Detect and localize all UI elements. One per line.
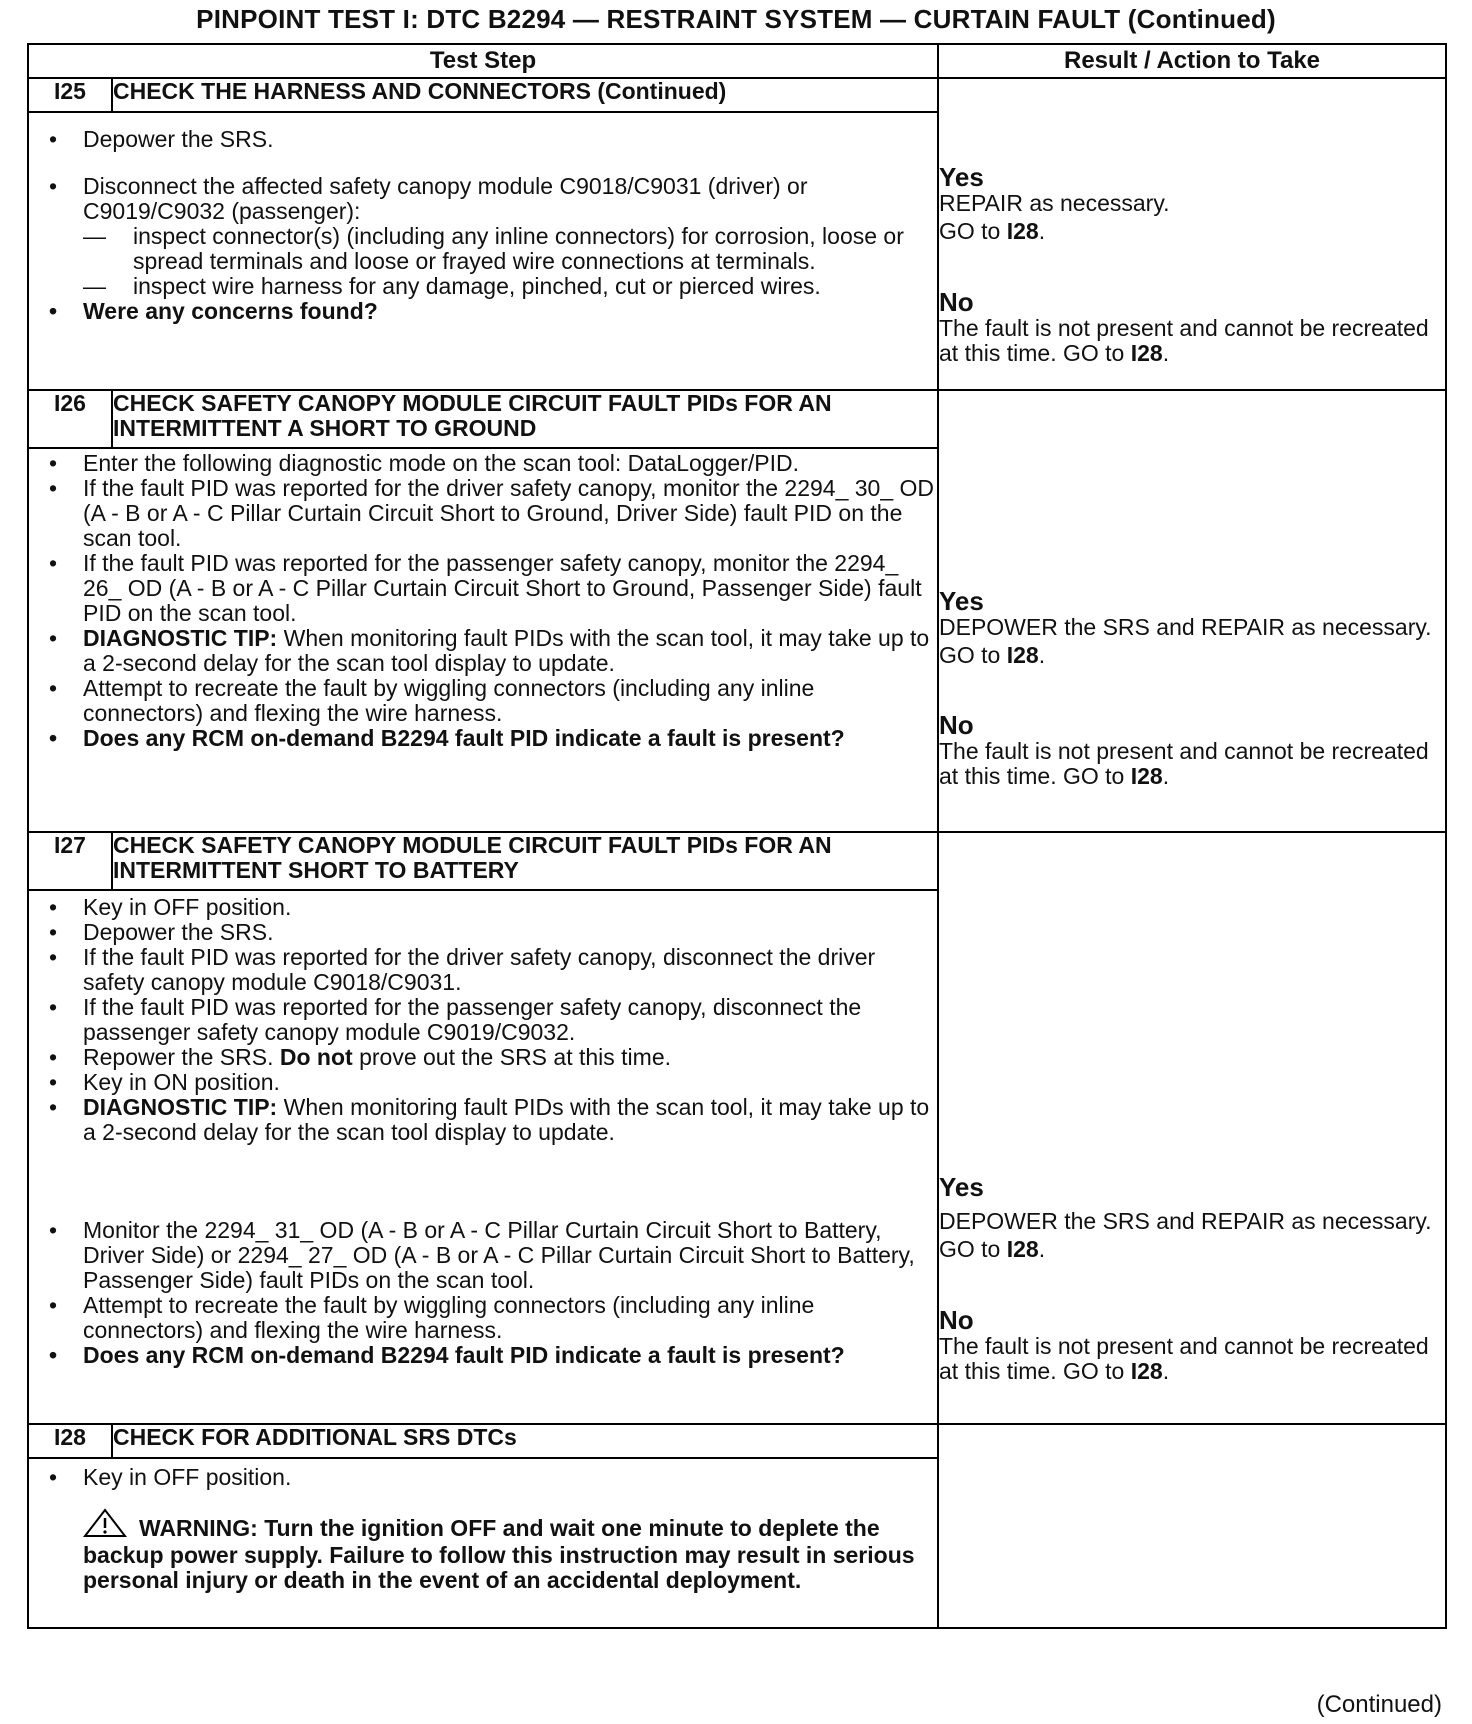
list-item: • Monitor the 2294_ 31_ OD (A - B or A - C Pillar Curtain Circuit Short to Battery, Driver Side) or 2294_ 27_ OD (A - B or A - C Pillar Curtain Circuit Short to Battery, Passenger Side) fault PIDs on the scan tool. <box>47 1218 937 1293</box>
step-i28-header-row <box>28 1424 1446 1458</box>
no-action: The fault is not present and cannot be recreated at this time. GO to I28. <box>939 738 1429 789</box>
no-action: The fault is not present and cannot be recreated at this time. GO to I28. <box>939 1333 1429 1384</box>
yes-label: Yes <box>939 1172 984 1202</box>
warning-text: WARNING: Turn the ignition OFF and wait one minute to deplete the backup power supply. Failure to follow this instruction may result in serious personal injury or death in the event of an accidental deployment. <box>83 1515 915 1593</box>
step-heading: CHECK SAFETY CANOPY MODULE CIRCUIT FAULT PIDs FOR AN INTERMITTENT SHORT TO BATTERY <box>112 832 938 890</box>
step-i25-header-row <box>28 78 1446 112</box>
no-label: No <box>939 1305 974 1335</box>
list-item: • Attempt to recreate the fault by wiggling connectors (including any inline connectors) and flexing the wire harness. <box>47 1293 937 1343</box>
yes-goto: GO to I28. <box>939 1236 1046 1262</box>
list-item: • Disconnect the affected safety canopy module C9018/C9031 (driver) or C9019/C9032 (passenger): — inspect connector(s) (including any inline connectors) for corrosion, loose or spread terminals and loose or frayed wire connections at terminals. — inspect wire harness for any damage, pinched, cut or pierced wires. <box>47 174 937 299</box>
list-item: • Key in OFF position. <box>47 1465 937 1490</box>
column-header-result: Result / Action to Take <box>938 44 1446 78</box>
step-i27-header-row <box>28 832 1446 890</box>
step-i26-header-row <box>28 390 1446 448</box>
table-header-row <box>28 44 1446 78</box>
list-item: • Key in OFF position. <box>47 895 937 920</box>
step-i27-result <box>938 832 1446 1424</box>
list-item: • If the fault PID was reported for the driver safety canopy, monitor the 2294_ 30_ OD (A - B or A - C Pillar Curtain Circuit Short to Ground, Driver Side) fault PID on the scan tool. <box>47 476 937 551</box>
pinpoint-test-table <box>27 43 1447 1629</box>
list-item: • DIAGNOSTIC TIP: When monitoring fault PIDs with the scan tool, it may take up to a 2-second delay for the scan tool display to update. <box>47 1095 937 1145</box>
step-i27-body <box>28 890 938 1424</box>
yes-goto: GO to I28. <box>939 642 1046 668</box>
continued-note: (Continued) <box>1316 1691 1442 1718</box>
warning-block <box>83 1508 937 1593</box>
step-heading: CHECK THE HARNESS AND CONNECTORS (Continued) <box>112 78 938 112</box>
list-item: • Attempt to recreate the fault by wiggling connectors (including any inline connectors) and flexing the wire harness. <box>47 676 937 726</box>
list-item: • Repower the SRS. Do not prove out the SRS at this time. <box>47 1045 937 1070</box>
page-title: PINPOINT TEST I: DTC B2294 — RESTRAINT SYSTEM — CURTAIN FAULT (Continued) <box>196 4 1276 34</box>
no-action: The fault is not present and cannot be recreated at this time. GO to I28. <box>939 315 1429 366</box>
step-i26-result <box>938 390 1446 832</box>
list-item-question: • Were any concerns found? <box>47 299 937 324</box>
step-number: I28 <box>28 1424 112 1458</box>
step-i26-body <box>28 448 938 832</box>
step-i28-result <box>938 1424 1446 1628</box>
step-number: I26 <box>28 390 112 448</box>
yes-action: DEPOWER the SRS and REPAIR as necessary. <box>939 614 1432 640</box>
sub-item: — inspect connector(s) (including any inline connectors) for corrosion, loose or spread terminals and loose or frayed wire connections at terminals. <box>83 224 937 274</box>
list-item: • Depower the SRS. <box>47 127 937 152</box>
sub-item: — inspect wire harness for any damage, pinched, cut or pierced wires. <box>83 274 937 299</box>
list-item: • Enter the following diagnostic mode on the scan tool: DataLogger/PID. <box>47 451 937 476</box>
list-item: • If the fault PID was reported for the driver safety canopy, disconnect the driver safety canopy module C9018/C9031. <box>47 945 937 995</box>
step-i28-body <box>28 1458 938 1628</box>
step-number: I27 <box>28 832 112 890</box>
list-item: • Key in ON position. <box>47 1070 937 1095</box>
list-item: • DIAGNOSTIC TIP: When monitoring fault PIDs with the scan tool, it may take up to a 2-second delay for the scan tool display to update. <box>47 626 937 676</box>
yes-action: REPAIR as necessary. <box>939 190 1170 216</box>
warning-triangle-icon <box>83 1508 127 1543</box>
yes-label: Yes <box>939 586 984 616</box>
step-heading: CHECK SAFETY CANOPY MODULE CIRCUIT FAULT PIDs FOR AN INTERMITTENT A SHORT TO GROUND <box>112 390 938 448</box>
column-header-test-step: Test Step <box>28 44 938 78</box>
list-item: • Depower the SRS. <box>47 920 937 945</box>
step-i25-body <box>28 112 938 390</box>
step-heading: CHECK FOR ADDITIONAL SRS DTCs <box>112 1424 938 1458</box>
list-item-question: • Does any RCM on-demand B2294 fault PID indicate a fault is present? <box>47 726 937 751</box>
step-number: I25 <box>28 78 112 112</box>
no-label: No <box>939 710 974 740</box>
yes-label: Yes <box>939 162 984 192</box>
list-item: • If the fault PID was reported for the passenger safety canopy, disconnect the passenger safety canopy module C9019/C9032. <box>47 995 937 1045</box>
yes-goto: GO to I28. <box>939 218 1046 244</box>
no-label: No <box>939 287 974 317</box>
step-i25-result <box>938 78 1446 390</box>
list-item: • If the fault PID was reported for the passenger safety canopy, monitor the 2294_ 26_ OD (A - B or A - C Pillar Curtain Circuit Short to Ground, Passenger Side) fault PID on the scan tool. <box>47 551 937 626</box>
list-item-question: • Does any RCM on-demand B2294 fault PID indicate a fault is present? <box>47 1343 937 1368</box>
yes-action: DEPOWER the SRS and REPAIR as necessary. <box>939 1208 1432 1234</box>
